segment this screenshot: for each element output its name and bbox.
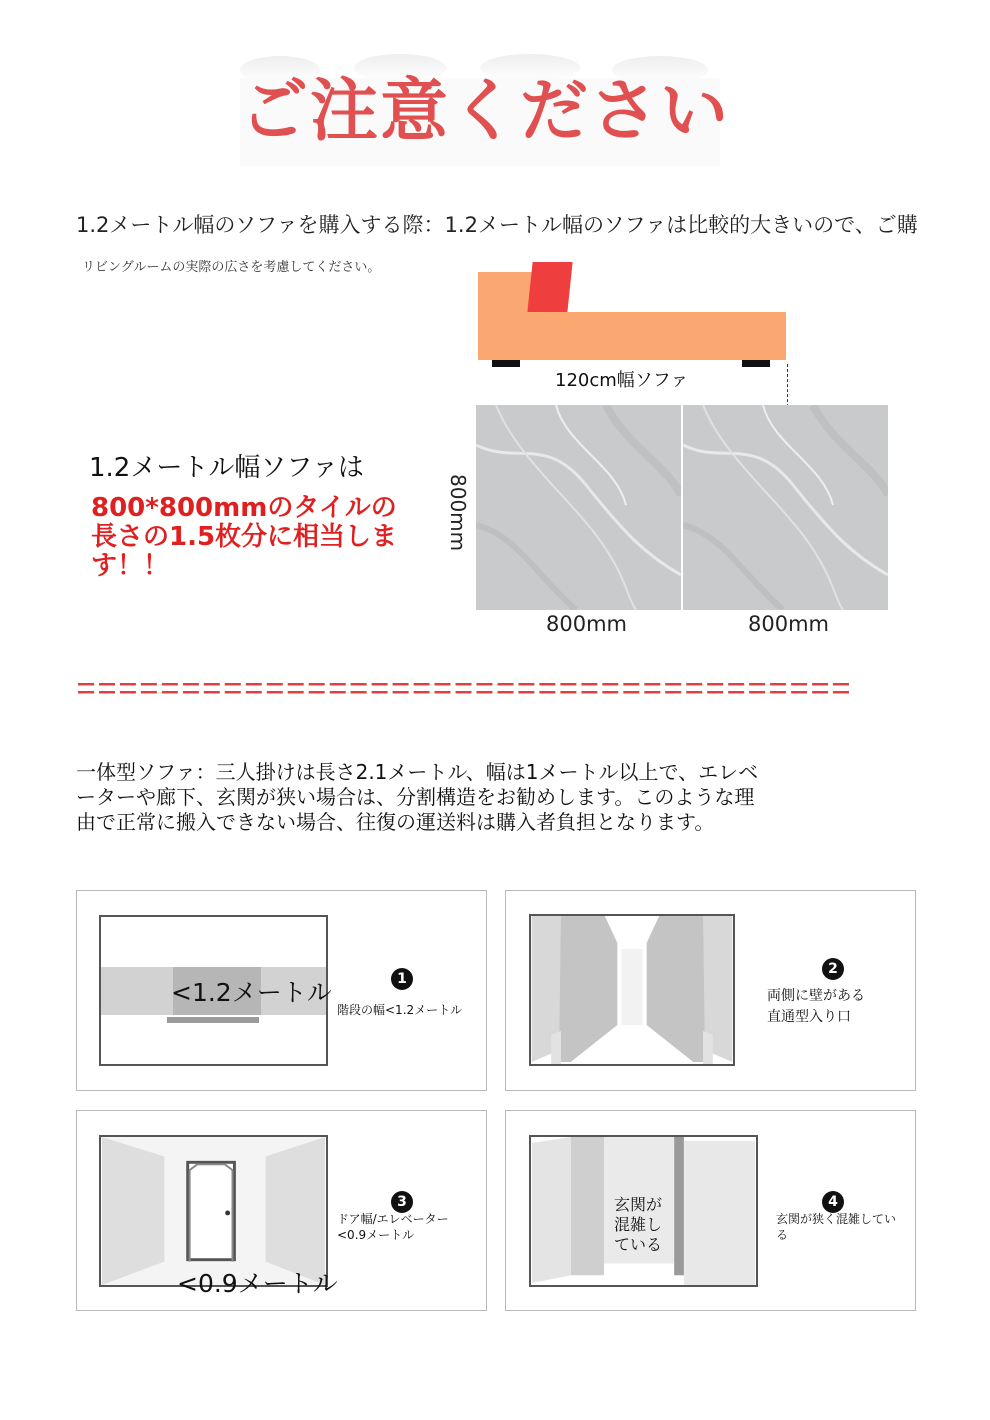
divider-dash [498,683,514,686]
divider-dash [120,691,136,694]
divider-dash [393,691,409,694]
divider-dash [351,683,367,686]
divider-dash [686,691,702,694]
section-divider [76,676,852,700]
divider-dash [833,683,849,686]
sofa-leg-left [492,360,520,367]
divider-dash [288,683,304,686]
divider-dash [686,683,702,686]
divider-dash [78,683,94,686]
divider-dash [372,683,388,686]
divider-dash [225,691,241,694]
divider-dash [162,683,178,686]
divider-dash [644,683,660,686]
divider-dash [204,691,220,694]
divider-dash [833,691,849,694]
divider-dash [602,691,618,694]
divider-dash [435,683,451,686]
divider-dash [372,691,388,694]
marble-tile-left [476,405,681,610]
divider-dash [770,691,786,694]
divider-dash [728,691,744,694]
panel-crowded-entrance [505,1110,916,1311]
divider-dash [749,683,765,686]
panel-4-caption: 玄関が狭く混雑している [776,1212,897,1242]
divider-dash [435,691,451,694]
divider-dash [518,683,534,686]
divider-dash [770,683,786,686]
stair-edge [167,1017,259,1023]
tile-height-label: 800mm [446,474,470,552]
panel-1-caption: 階段の幅<1.2メートル [337,1003,463,1017]
title-banner [240,48,731,166]
divider-dash [141,683,157,686]
divider-dash [267,683,283,686]
divider-dash [477,683,493,686]
divider-dash [414,683,430,686]
panel-number-2: 2 [822,958,844,980]
panel-number-3: 3 [391,1191,413,1213]
divider-dash [225,683,241,686]
stair-width-label: <1.2メートル [171,978,332,1007]
divider-dash [707,683,723,686]
panel-number-4: 4 [822,1191,844,1213]
divider-dash [539,683,555,686]
divider-dash [581,683,597,686]
divider-dash [812,683,828,686]
divider-dash [246,691,262,694]
callout-warning: 800*800mmのタイルの長さの1.5枚分に相当します！！ [91,493,398,581]
divider-dash [518,691,534,694]
divider-dash [623,691,639,694]
divider-dash [414,691,430,694]
panel-door-width [76,1110,487,1311]
divider-dash [162,691,178,694]
intro-line: 1.2メートル幅のソファを購入する際：1.2メートル幅のソファは比較的大きいので、ご購 [76,213,918,237]
marble-tile-right [683,405,888,610]
divider-dash [791,691,807,694]
divider-dash [791,683,807,686]
divider-dash [707,691,723,694]
divider-dash [581,691,597,694]
panel-number-1: 1 [391,968,413,990]
divider-dash [665,691,681,694]
sofa-body [478,272,786,360]
panel-3-caption-line1: ドア幅/エレベーター [337,1212,449,1226]
panel-stair-width [76,890,487,1091]
callout-heading: 1.2メートル幅ソファは [89,453,364,483]
panel-3-caption-line2: <0.9メートル [337,1228,415,1242]
divider-dash [539,691,555,694]
divider-dash [78,691,94,694]
door-width-label: <0.9メートル [177,1269,338,1298]
divider-dash [204,683,220,686]
divider-dash [351,691,367,694]
divider-dash [749,691,765,694]
panel-2-caption-line1: 両側に壁がある [767,988,865,1004]
divider-dash [330,691,346,694]
divider-dash [812,691,828,694]
divider-dash [309,691,325,694]
divider-dash [477,691,493,694]
divider-dash [246,683,262,686]
divider-dash [560,691,576,694]
intro-sub: リビングルームの実際の広さを考慮してください。 [82,260,381,275]
divider-dash [498,691,514,694]
divider-dash [728,683,744,686]
divider-dash [99,683,115,686]
divider-dash [99,691,115,694]
divider-dash [393,683,409,686]
notice-paragraph: 一体型ソファ：三人掛けは長さ2.1メートル、幅は1メートル以上で、エレベーターや廊下、玄関が狭い場合は、分割構造をお勧めします。このような理由で正常に搬入できない場合、往復の運送料は購入者負担となります。 [76,760,759,834]
divider-dash [267,691,283,694]
corridor-illustration [529,914,735,1066]
divider-dash [623,683,639,686]
sofa-caption: 120cm幅ソファ [555,370,689,391]
divider-dash [141,691,157,694]
panel-corridor [505,890,916,1091]
divider-dash [309,683,325,686]
entrance-inner-label: 玄関が混雑している [614,1195,663,1254]
tile-width-label-left: 800mm [546,612,627,636]
divider-dash [560,683,576,686]
divider-dash [644,691,660,694]
divider-dash [456,683,472,686]
panel-2-caption-line2: 直通型入り口 [767,1009,851,1025]
divider-dash [602,683,618,686]
divider-dash [183,691,199,694]
divider-dash [288,691,304,694]
divider-dash [183,683,199,686]
divider-dash [456,691,472,694]
divider-dash [120,683,136,686]
page-title: ご注意ください [240,72,731,151]
sofa-leg-right [742,360,770,367]
divider-dash [330,683,346,686]
sofa-cushion [527,262,572,312]
tile-width-label-right: 800mm [748,612,829,636]
divider-dash [665,683,681,686]
